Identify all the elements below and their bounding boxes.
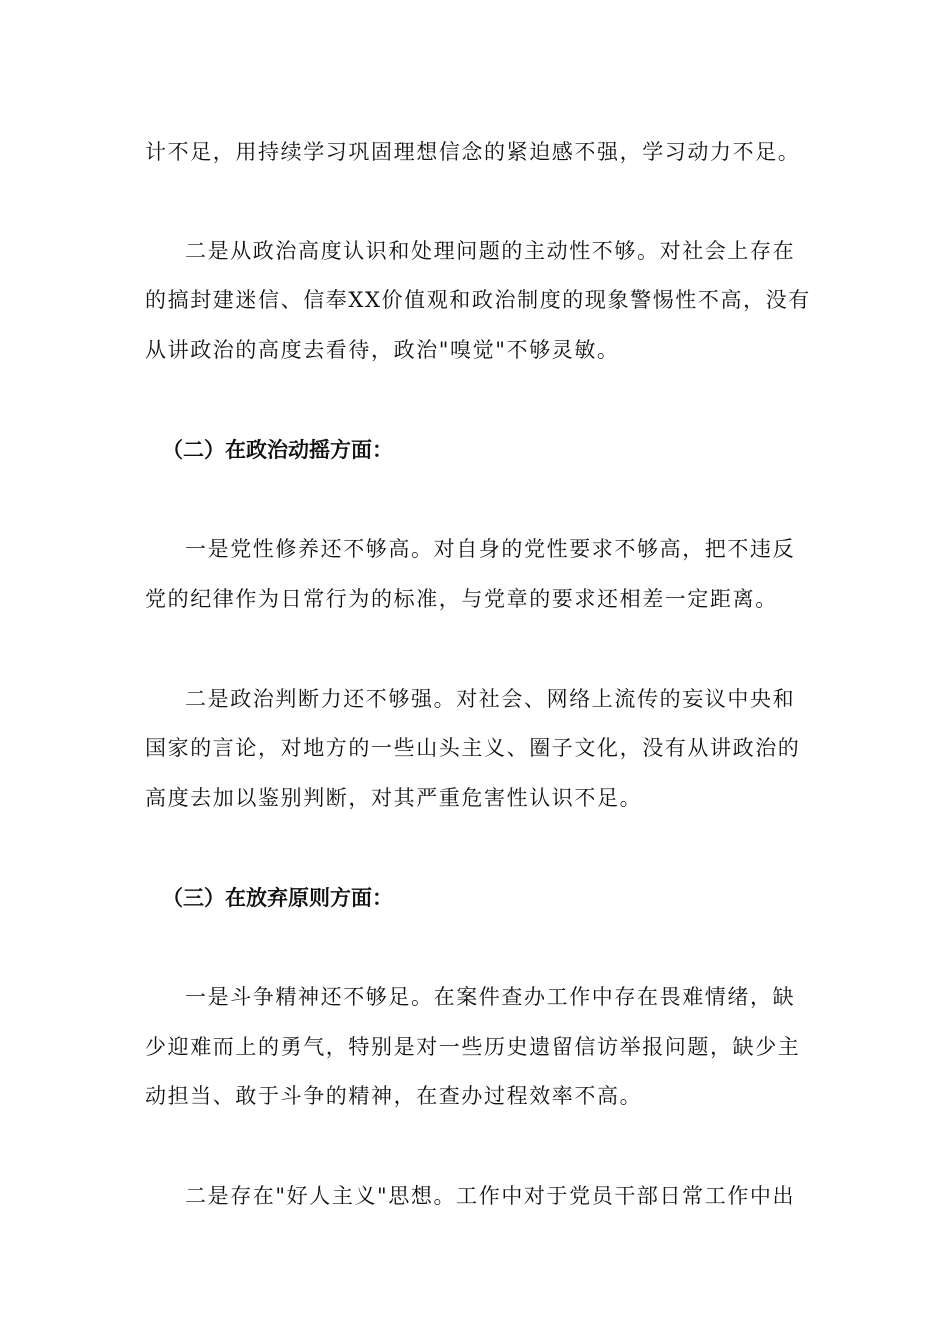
paragraph-line: 二是政治判断力还不够强。对社会、网络上流传的妄议中央和 <box>185 687 796 711</box>
section-heading: （二）在政治动摇方面： <box>162 438 393 462</box>
paragraph-line: 动担当、敢于斗争的精神，在查办过程效率不高。 <box>145 1084 643 1108</box>
paragraph-line: 二是从政治高度认识和处理问题的主动性不够。对社会上存在 <box>185 239 796 263</box>
paragraph-line: 国家的言论，对地方的一些山头主义、圈子文化，没有从讲政治的 <box>145 736 801 760</box>
paragraph-line: 党的纪律作为日常行为的标准，与党章的要求还相差一定距离。 <box>145 587 778 611</box>
paragraph-line: 的搞封建迷信、信奉XX价值观和政治制度的现象警惕性不高，没有 <box>145 288 811 312</box>
section-heading: （三）在放弃原则方面： <box>162 886 393 910</box>
paragraph-line: 高度去加以鉴别判断，对其严重危害性认识不足。 <box>145 786 643 810</box>
paragraph-line: 二是存在"好人主义"思想。工作中对于党员干部日常工作中出 <box>185 1184 796 1208</box>
paragraph-line: 一是斗争精神还不够足。在案件查办工作中存在畏难情绪，缺 <box>185 985 796 1009</box>
paragraph-line: 一是党性修养还不够高。对自身的党性要求不够高，把不违反 <box>185 537 796 561</box>
paragraph-line: 少迎难而上的勇气，特别是对一些历史遗留信访举报问题，缺少主 <box>145 1035 801 1059</box>
paragraph-line: 从讲政治的高度去看待，政治"嗅觉"不够灵敏。 <box>145 338 620 362</box>
paragraph-line: 计不足，用持续学习巩固理想信念的紧迫感不强，学习动力不足。 <box>145 140 801 164</box>
